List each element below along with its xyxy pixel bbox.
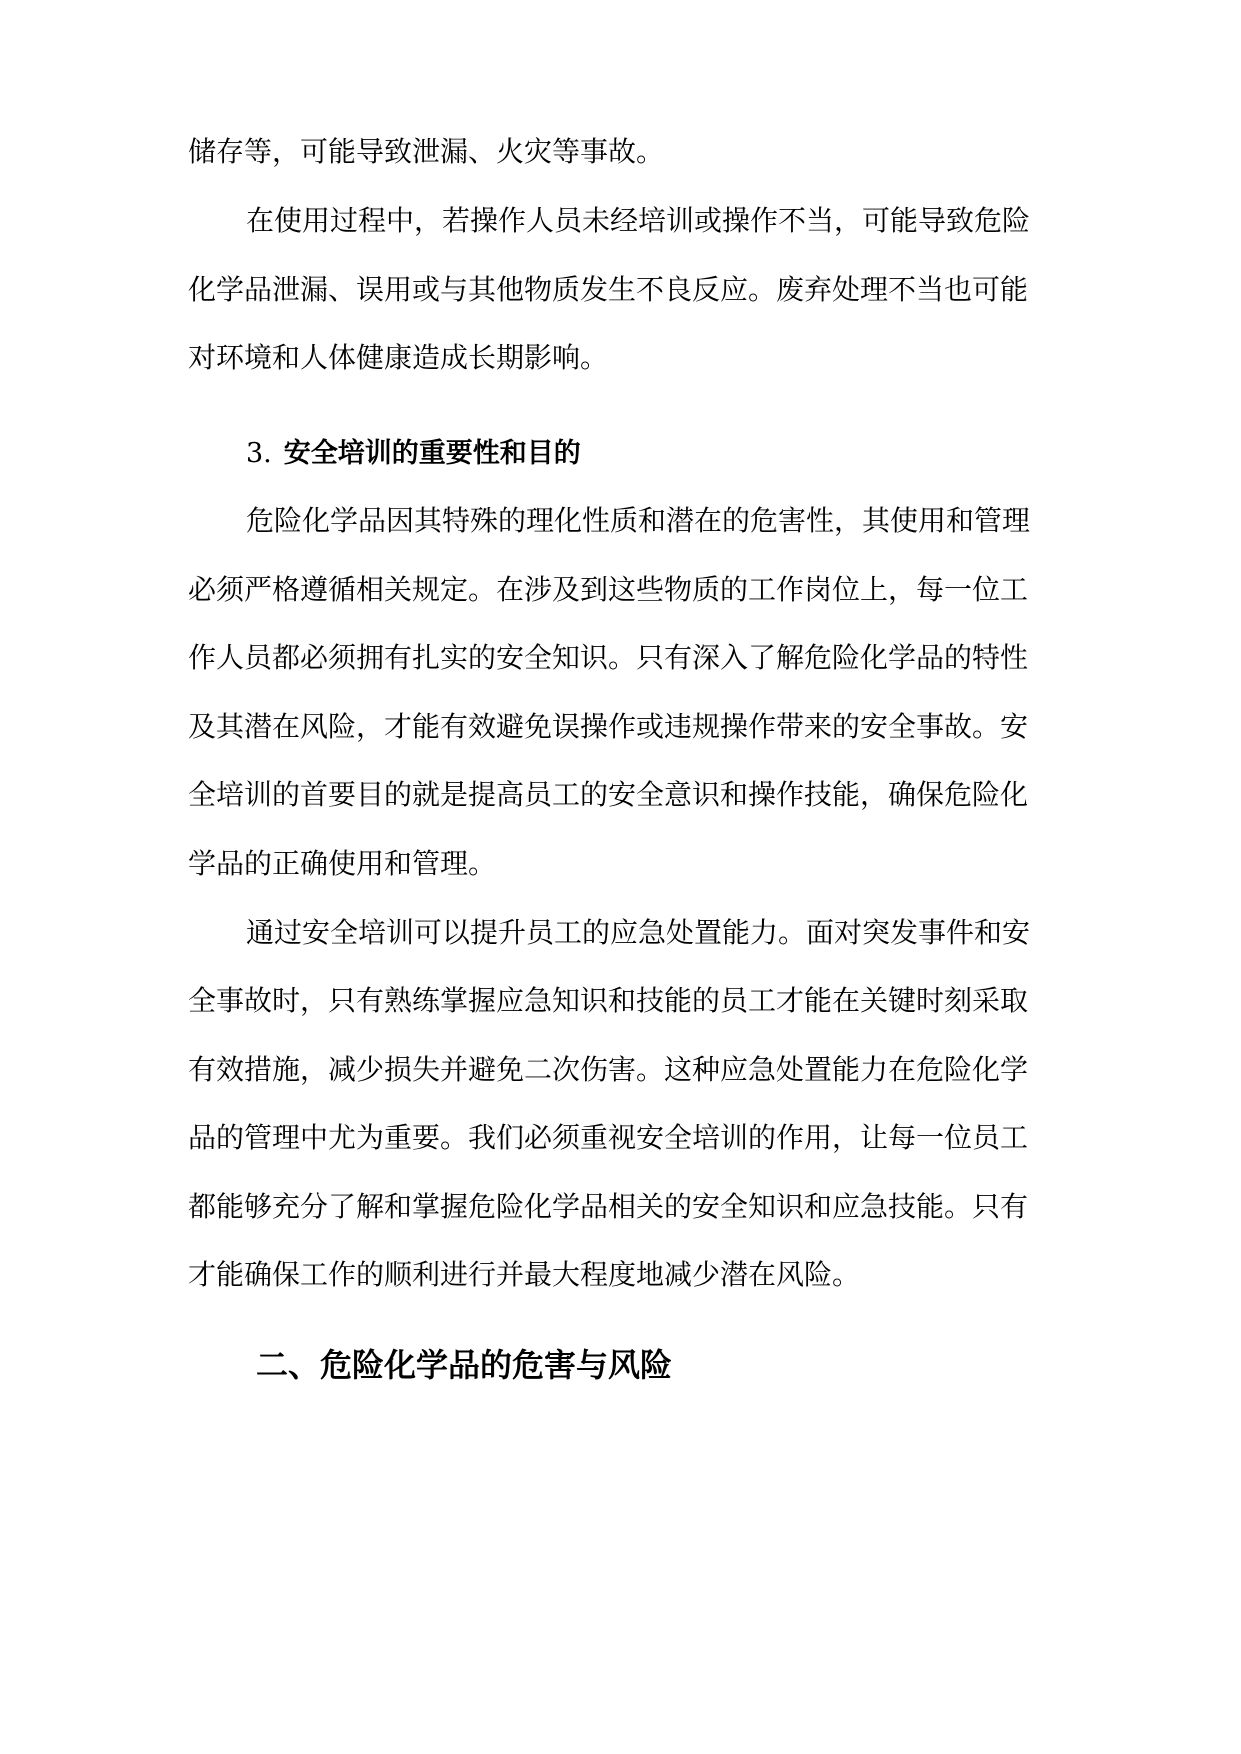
paragraph-line: 危险化学品因其特殊的理化性质和潜在的危害性，其使用和管理 xyxy=(246,504,1031,537)
paragraph-line: 对环境和人体健康造成长期影响。 xyxy=(188,341,609,374)
paragraph-line: 才能确保工作的顺利进行并最大程度地减少潜在风险。 xyxy=(188,1258,861,1291)
paragraph-line: 学品的正确使用和管理。 xyxy=(188,847,497,880)
paragraph-line: 储存等，可能导致泄漏、火灾等事故。 xyxy=(188,135,665,168)
paragraph-line: 及其潜在风险，才能有效避免误操作或违规操作带来的安全事故。安 xyxy=(188,710,1029,743)
paragraph-line: 在使用过程中，若操作人员未经培训或操作不当，可能导致危险 xyxy=(246,204,1031,237)
paragraph-line: 全培训的首要目的就是提高员工的安全意识和操作技能，确保危险化 xyxy=(188,778,1029,811)
paragraph-line: 作人员都必须拥有扎实的安全知识。只有深入了解危险化学品的特性 xyxy=(188,641,1029,674)
paragraph-line: 必须严格遵循相关规定。在涉及到这些物质的工作岗位上，每一位工 xyxy=(188,573,1029,606)
paragraph-line: 化学品泄漏、误用或与其他物质发生不良反应。废弃处理不当也可能 xyxy=(188,273,1029,306)
paragraph-line: 都能够充分了解和掌握危险化学品相关的安全知识和应急技能。只有 xyxy=(188,1190,1029,1223)
paragraph-line: 品的管理中尤为重要。我们必须重视安全培训的作用，让每一位员工 xyxy=(188,1121,1029,1154)
subsection-number: 3. xyxy=(246,438,272,469)
subsection-title: 安全培训的重要性和目的 xyxy=(283,438,581,469)
paragraph-line: 有效措施，减少损失并避免二次伤害。这种应急处置能力在危险化学 xyxy=(188,1053,1029,1086)
subsection-heading xyxy=(246,436,581,472)
paragraph-line: 通过安全培训可以提升员工的应急处置能力。面对突发事件和安 xyxy=(246,916,1031,949)
section-heading: 二、危险化学品的危害与风险 xyxy=(256,1346,673,1384)
paragraph-line: 全事故时，只有熟练掌握应急知识和技能的员工才能在关键时刻采取 xyxy=(188,984,1029,1017)
